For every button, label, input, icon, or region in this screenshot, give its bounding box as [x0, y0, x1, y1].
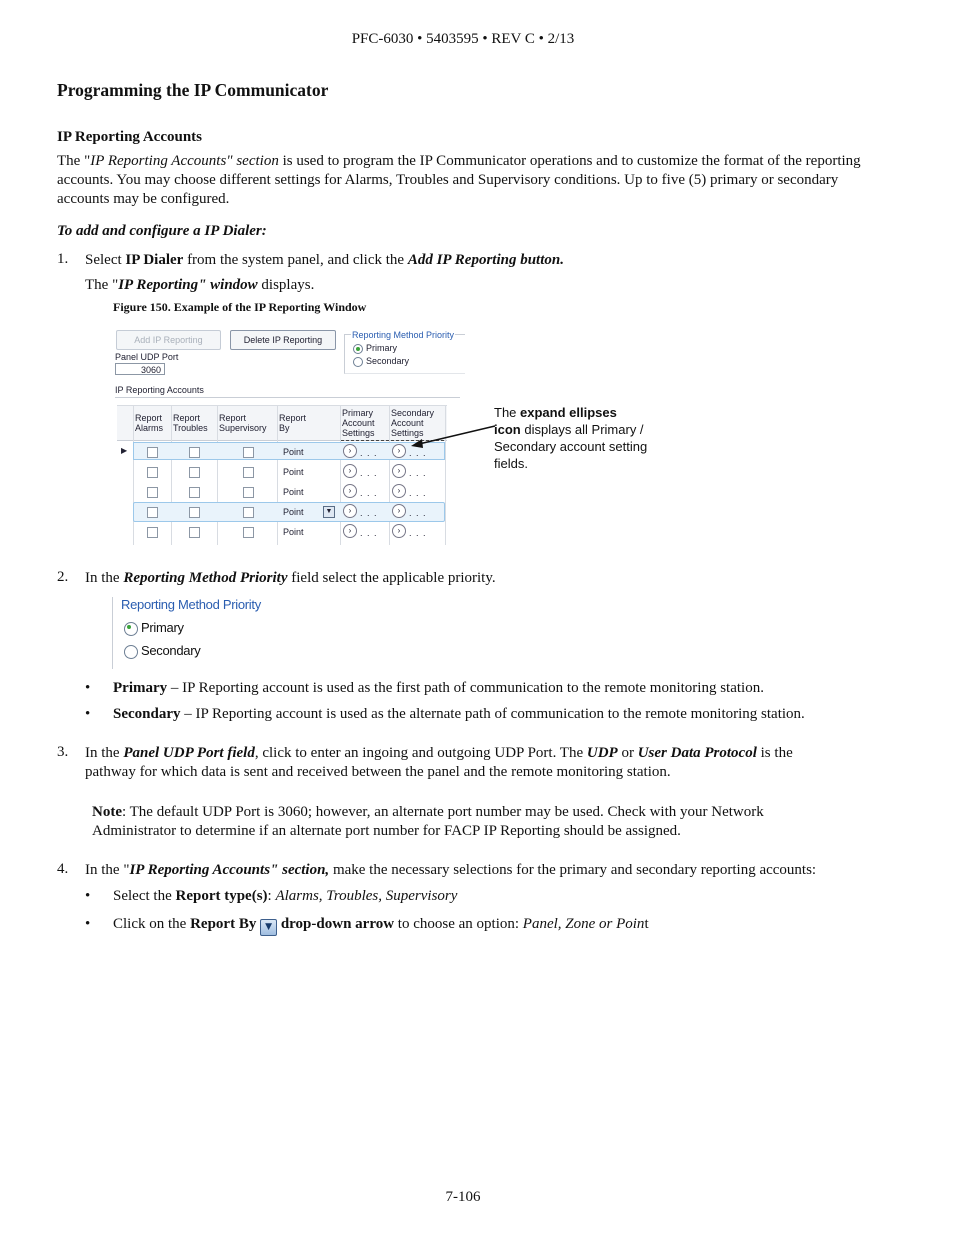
radio-icon [124, 645, 138, 659]
column-header: Report Supervisory [219, 413, 267, 433]
expand-ellipses-icon[interactable]: › [392, 504, 406, 518]
note: Note: The default UDP Port is 3060; however, an alternate port number may be used. Check with your Network Administrator to determine if an alternate port number for FACP IP Reporting should be assigned. [92, 804, 764, 839]
primary-radio[interactable]: Primary [124, 620, 184, 636]
ellipsis: . . . [360, 448, 378, 458]
step-number: 3. [57, 744, 69, 760]
bullet-icon: • [85, 916, 91, 932]
section-title: Programming the IP Communicator [57, 80, 329, 100]
add-ip-reporting-button[interactable]: Add IP Reporting [116, 330, 221, 350]
report-by-value[interactable]: Point [283, 447, 304, 457]
troubles-checkbox[interactable] [189, 487, 200, 498]
ellipsis: . . . [409, 528, 427, 538]
procedure-title: To add and configure a IP Dialer: [57, 223, 267, 239]
step-number: 4. [57, 861, 69, 877]
column-header: Report By [279, 413, 307, 433]
ellipsis: . . . [409, 508, 427, 518]
expand-ellipses-icon[interactable]: › [392, 524, 406, 538]
supervisory-checkbox[interactable] [243, 507, 254, 518]
figure-caption: Figure 150. Example of the IP Reporting Window [113, 300, 367, 314]
supervisory-checkbox[interactable] [243, 487, 254, 498]
dropdown-arrow-icon: ▼ [260, 919, 277, 936]
page-header: PFC-6030 • 5403595 • REV C • 2/13 [351, 31, 575, 47]
column-header: Secondary Account Settings [391, 408, 435, 438]
step-number: 1. [57, 251, 69, 267]
page-number: 7-106 [445, 1189, 481, 1205]
expand-ellipses-icon[interactable]: › [343, 524, 357, 538]
priority-group [344, 330, 465, 374]
report-by-value[interactable]: Point [283, 507, 304, 517]
troubles-checkbox[interactable] [189, 447, 200, 458]
divider [115, 397, 460, 398]
priority-group-title: Reporting Method Priority [352, 330, 455, 340]
primary-radio[interactable]: Primary [353, 343, 397, 354]
step-3-text: In the Panel UDP Port field, click to enter an ingoing and outgoing UDP Port. The UDP or User Data Protocol is the pathway for which data is sent and received between the panel and the remote monitoring station. [85, 745, 793, 780]
row-pointer-icon: ▶ [121, 446, 128, 455]
intro-paragraph: The "IP Reporting Accounts" section is used to program the IP Communicator operations and to customize the format of the reporting accounts. You may choose different settings for Alarms, Troubles and Supervisory conditions. Up to five (5) primary or secondary accounts may be configured. [57, 153, 861, 207]
accounts-label: IP Reporting Accounts [115, 385, 204, 395]
troubles-checkbox[interactable] [189, 507, 200, 518]
callout-text: The expand ellipses icon displays all Primary / Secondary account setting fields. [494, 405, 648, 471]
ellipsis: . . . [360, 468, 378, 478]
ellipsis: . . . [360, 488, 378, 498]
supervisory-checkbox[interactable] [243, 467, 254, 478]
ellipsis: . . . [360, 528, 378, 538]
udp-port-label: Panel UDP Port [115, 352, 179, 362]
callout-arrow [405, 420, 500, 455]
troubles-checkbox[interactable] [189, 527, 200, 538]
bullet-report-types: Select the Report type(s): Alarms, Troubles, Supervisory [113, 888, 458, 904]
expand-ellipses-icon[interactable]: › [392, 444, 406, 458]
bullet-icon: • [85, 680, 91, 696]
supervisory-checkbox[interactable] [243, 527, 254, 538]
priority-group-enlarged [112, 597, 273, 669]
ellipsis: . . . [409, 448, 427, 458]
expand-ellipses-icon[interactable]: › [343, 464, 357, 478]
step-4-text: In the "IP Reporting Accounts" section, make the necessary selections for the primary and secondary reporting accounts: [85, 862, 817, 878]
radio-selected-icon [124, 622, 138, 636]
delete-ip-reporting-button[interactable]: Delete IP Reporting [230, 330, 336, 350]
expand-ellipses-icon[interactable]: › [343, 444, 357, 458]
expand-ellipses-icon[interactable]: › [343, 484, 357, 498]
priority-group-title: Reporting Method Priority [121, 597, 261, 612]
supervisory-checkbox[interactable] [243, 447, 254, 458]
step-number: 2. [57, 569, 69, 585]
step-2-text: In the Reporting Method Priority field select the applicable priority. [85, 570, 496, 586]
alarms-checkbox[interactable] [147, 487, 158, 498]
dropdown-arrow-icon[interactable]: ▼ [323, 506, 335, 518]
expand-ellipses-icon[interactable]: › [392, 484, 406, 498]
bullet-report-by: Click on the Report By ▼ drop-down arrow to choose an option: Panel, Zone or Point [113, 915, 649, 936]
expand-ellipses-icon[interactable]: › [392, 464, 406, 478]
udp-port-input[interactable]: 3060 [115, 363, 165, 375]
report-by-value[interactable]: Point [283, 467, 304, 477]
radio-icon [353, 357, 363, 367]
bullet-primary: Primary – IP Reporting account is used as the first path of communication to the remote monitoring station. [113, 680, 764, 696]
subsection-title: IP Reporting Accounts [57, 129, 203, 145]
alarms-checkbox[interactable] [147, 527, 158, 538]
radio-selected-icon [353, 344, 363, 354]
column-header: Primary Account Settings [342, 408, 375, 438]
column-header: Report Alarms [135, 413, 164, 433]
alarms-checkbox[interactable] [147, 507, 158, 518]
expand-ellipses-icon[interactable]: › [343, 504, 357, 518]
bullet-icon: • [85, 706, 91, 722]
report-by-value[interactable]: Point [283, 527, 304, 537]
report-by-value[interactable]: Point [283, 487, 304, 497]
bullet-icon: • [85, 888, 91, 904]
secondary-radio[interactable]: Secondary [353, 356, 409, 367]
troubles-checkbox[interactable] [189, 467, 200, 478]
ellipsis: . . . [360, 508, 378, 518]
ellipsis: . . . [409, 468, 427, 478]
column-header: Report Troubles [173, 413, 208, 433]
bullet-secondary: Secondary – IP Reporting account is used as the alternate path of communication to the remote monitoring station. [113, 706, 805, 722]
ellipsis: . . . [409, 488, 427, 498]
secondary-radio[interactable]: Secondary [124, 643, 200, 659]
alarms-checkbox[interactable] [147, 467, 158, 478]
step-1-text: Select IP Dialer from the system panel, and click the Add IP Reporting button. [85, 252, 564, 268]
alarms-checkbox[interactable] [147, 447, 158, 458]
step-1-result: The "IP Reporting" window displays. [85, 277, 315, 293]
